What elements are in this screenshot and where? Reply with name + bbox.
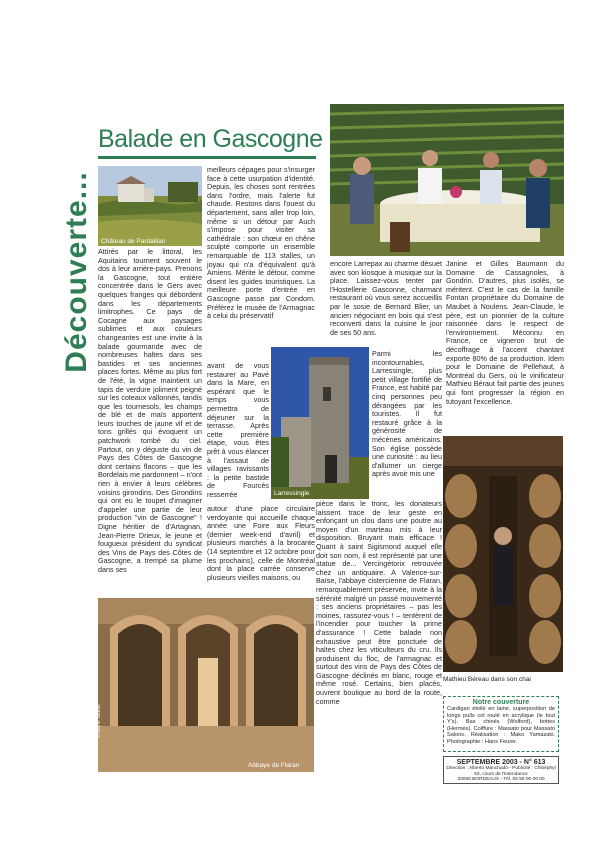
cover-text: Cardigan étoilé en laine, superposition de longs pulls col roulé en acrylique (le tout Y's). Bas chinés (Wolford), bottes (Hermès). Coiffure : Massato pour Massato Salons. Réalisation : Mako Yamazaki. Photographie : Hans Feurer. [447, 706, 555, 745]
issue-masthead [443, 756, 559, 784]
cover-credits-box [443, 696, 559, 752]
caption-flaran: Abbaye de Flaran [248, 762, 300, 769]
photo-abbaye-flaran [98, 598, 314, 772]
page-title: Balade en Gascogne [98, 125, 323, 153]
tower-image [271, 347, 369, 499]
text-column-2-top: meilleurs cépages pour s'insurger face à cette usurpation d'identité. Depuis, les choses sont rentrées dans l'ordre, mais l'alerte fut chaude. Restons dans l'ouest du département, sans aller trop loin, même si un détour par Auch s'impose pour visiter sa cathédrale : son chœur en chêne sculpté comporte un ensemble remarquable de 113 stalles, un joyau qui n'a d'équivalent qu'à Amiens. Mérite le détour, comme disent les guides touristiques. La meilleure porte d'entrée en Gascogne passe par Condom. Préférez le musée de l'Armagnac à celui du préservatif [207, 165, 315, 321]
text-column-1: Attirés par le littoral, les Aquitains tournent souvent le dos à leur arrière-pays. Prenons la Gascogne, tout entière concentrée dans le Gers avec quelques franges qui débordent dans les départements limitrophes. Ce pays de Cocagne aux paysages sublimes et aux couleurs changeantes est une invite à la balade gourmande avec de nombreuses haltes dans ses bastides et ses anciennes places fortes. Même au plus fort de l'été, la vigne maintient un tapis de verdure joliment peigné sur les coteaux vallonnés, tandis que les tournesols, les champs de blé et de maïs apportent leurs touches de jaune vif et de tons grillés qui évoquent un patchwork tombé du ciel. Partout, on y déguste du vin de Pays des Côtes de Gascogne dont certains flacons – que les Bordelais me pardonnent – n'ont rien à envier à leurs célèbres voisins girondins. Des Girondins qui ont eu le toupet d'imaginer d'appeler une partie de leur production "vin de Gascogne" ! Digne héritier de d'Artagnan, Jean-Pierre Drieux, le jeune et fougueux président du syndicat des Vins de Pays des Côtes de Gascogne, a trempé sa plume dans ses [98, 247, 202, 574]
vineyard-image [330, 104, 564, 256]
masthead-line-2: 63, cours de l'Intendance [474, 771, 528, 777]
text-column-2-bottom: autour d'une place circulaire verdoyante qui accueille chaque année une Foire aux Fleurs (dernier week-end d'avril) et plusieurs marchés à la brocante (14 septembre et 12 octobre pour les prochains), celle de Montréal dont la place carrée conserve plusieurs vieilles maisons, ou [207, 504, 315, 582]
chateau-image [98, 166, 202, 246]
abbey-image [98, 598, 314, 772]
text-column-4: Janine et Gilles Baumann du Domaine de Cassagnoles, à Gondrin. D'autres, plus isolés, se méritent. C'est le cas de la famille Fontan propriétaire du Domaine de Maubet à Noulens. Jean-Claude, le père, est un pionnier de la culture raisonnée dans le respect de l'environnement. Méconnu en France, ce vigneron brut de décoffrage à l'accent chantant exporte 80% de sa production. Idem pour le Domaine de Pellehaut, à Montréal du Gers, où le vinificateur Mathieu Béraut fait partie des jeunes qui font progresser la région en tutoyant l'excellence. [446, 259, 564, 406]
cover-heading: Notre couverture [472, 699, 530, 706]
photo-cellar [443, 436, 563, 672]
photo-vineyard-dinner [330, 104, 564, 256]
section-label: Découverte... [60, 171, 93, 373]
masthead-line-1: Direction : Alberto Manchado - Publicité : Chloéphyl [446, 766, 556, 771]
caption-larressingle: Larressingle [274, 490, 310, 497]
caption-bereau: Mathieu Béreau dans son chai [443, 676, 531, 683]
text-column-3-bottom: pièce dans le tronc, les donateurs laissent trace de leur geste en enfonçant un clou dans une poutre au moyen d'un marteau mis à leur disposition. Bruyant mais efficace ! Quant à saint Sigismond auquel elle doit son nom, il est représenté par une statue de... Vercingétorix retrouvée chez un antiquaire. A Valence-sur-Baïse, l'abbaye cistercienne de Flaran, remarquablement préservée, invite à la sérénité malgré un passé mouvementé : ses anciens propriétaires – pas les moines, rassurez-vous ! – tentèrent de l'incendier pour toucher la prime d'assurance ! Cette balade non exhaustive peut être ponctuée de haltes chez les viticulteurs du cru. Ils produisent du floc, de l'armagnac et surtout des vins de Pays des Côtes de Gascogne déclinés en blanc, rouge et même rosé. Certains, bien placés, ouvrent boutique au bord de la route, comme [316, 499, 442, 706]
photo-larressingle [271, 347, 369, 499]
photo-chateau-pardaillan [98, 166, 202, 246]
photo-credit: © Mario Taddei [96, 704, 102, 738]
masthead-line-3: 33000 BORDEAUX - Tél. 05 56 00 00 00 [457, 777, 545, 783]
text-column-3-narrow: Parmi les incontournables, Larressingle, plus petit village fortifié de France, est habité par cinq personnes peu dérangées par les touristes. Il fut restauré grâce à la générosité de mécènes américains. Son église possède une curiosité : au lieu d'allumer un cierge après avoir mis une [372, 349, 442, 479]
issue-number: SEPTEMBRE 2003 - N° 613 [456, 759, 546, 766]
caption-pardaillan: Château de Pardaillan [101, 238, 166, 245]
text-column-3-top: encore Larrepax au charme désuet avec son kiosque à musique sur la place. Laissez-vous tenter par l'Hostellerie Gasconne, charmant restaurant où vous serez accueillis par le sosie de Bernard Blier, un ancien négociant en bois qui s'est reconverti dans la cuisine le jour de ses 50 ans. [330, 259, 442, 337]
title-underline [98, 156, 316, 159]
cellar-image [443, 436, 563, 672]
text-column-2-middle: avant de vous restaurer au Pavé dans la Mare, en espérant que le temps vous permettra de déjeuner sur la terrasse. Après cette première étape, vous êtes prêt à vous élancer à l'assaut de villages ravissants : la petite bastide de Fourcès resserrée [207, 361, 269, 499]
